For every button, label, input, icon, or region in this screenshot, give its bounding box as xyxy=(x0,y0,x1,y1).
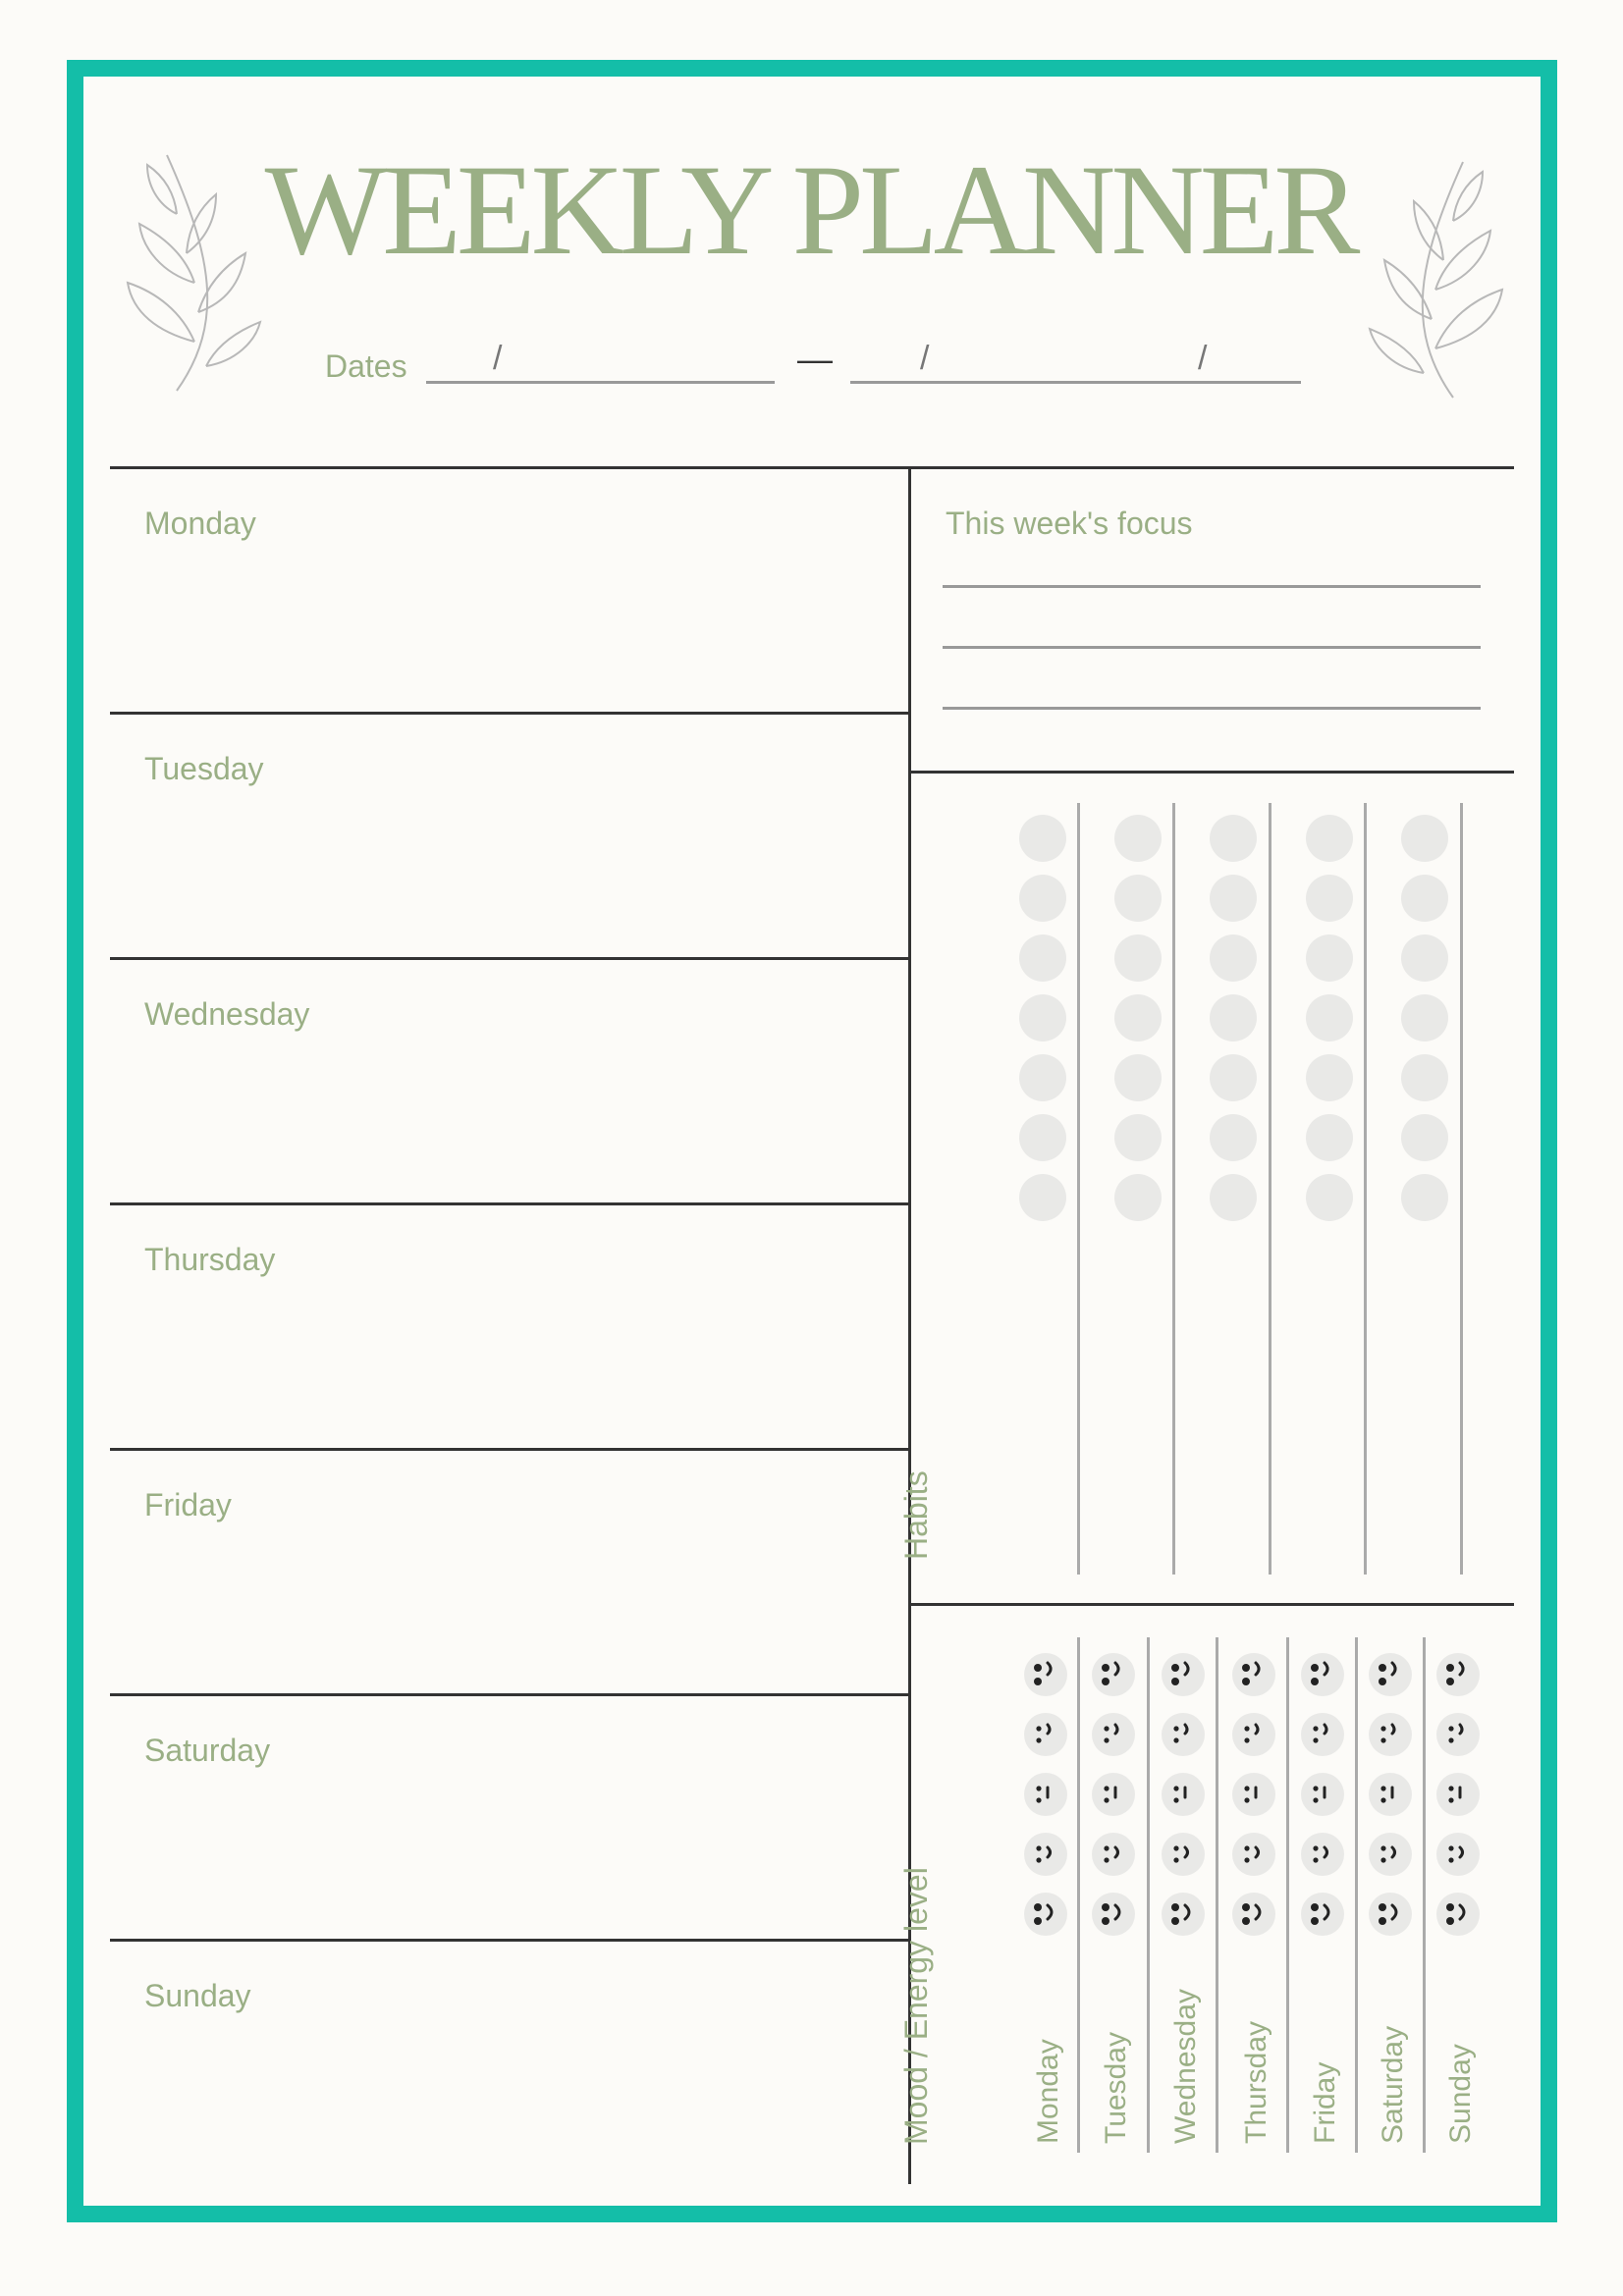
very-sad-face-icon[interactable] xyxy=(1232,1653,1275,1696)
neutral-face-icon[interactable] xyxy=(1436,1773,1480,1816)
focus-line[interactable] xyxy=(943,646,1481,649)
habit-checkbox[interactable] xyxy=(1114,815,1162,862)
mood-column-line xyxy=(1423,1637,1426,2153)
mood-day-label-thursday: Thursday xyxy=(1240,2020,1272,2144)
focus-line[interactable] xyxy=(943,585,1481,588)
mood-column-line xyxy=(1077,1637,1080,2153)
mood-day-label-tuesday: Tuesday xyxy=(1100,2032,1132,2144)
habit-checkbox[interactable] xyxy=(1019,815,1066,862)
grid-top-line xyxy=(110,466,1514,469)
habit-checkbox[interactable] xyxy=(1019,1114,1066,1161)
very-happy-face-icon[interactable] xyxy=(1024,1893,1067,1936)
habit-checkbox[interactable] xyxy=(1114,1114,1162,1161)
mood-day-label-monday: Monday xyxy=(1032,2039,1064,2144)
sad-face-icon[interactable] xyxy=(1162,1713,1205,1756)
habit-checkbox[interactable] xyxy=(1114,934,1162,982)
happy-face-icon[interactable] xyxy=(1436,1833,1480,1876)
habit-checkbox[interactable] xyxy=(1306,1054,1353,1101)
day-label-friday: Friday xyxy=(144,1487,232,1522)
very-happy-face-icon[interactable] xyxy=(1301,1893,1344,1936)
habit-column-line xyxy=(1172,803,1175,1575)
habit-checkbox[interactable] xyxy=(1306,1114,1353,1161)
day-label-monday: Monday xyxy=(144,506,256,541)
habit-checkbox[interactable] xyxy=(1210,1054,1257,1101)
habit-checkbox[interactable] xyxy=(1210,815,1257,862)
happy-face-icon[interactable] xyxy=(1092,1833,1135,1876)
habit-checkbox[interactable] xyxy=(1401,1174,1448,1221)
habit-column-line xyxy=(1077,803,1080,1575)
very-happy-face-icon[interactable] xyxy=(1436,1893,1480,1936)
day-label-thursday: Thursday xyxy=(144,1242,276,1277)
happy-face-icon[interactable] xyxy=(1232,1833,1275,1876)
happy-face-icon[interactable] xyxy=(1369,1833,1412,1876)
mood-day-label-friday: Friday xyxy=(1309,2061,1341,2144)
habit-checkbox[interactable] xyxy=(1306,1174,1353,1221)
sad-face-icon[interactable] xyxy=(1436,1713,1480,1756)
very-sad-face-icon[interactable] xyxy=(1092,1653,1135,1696)
habits-bottom-line xyxy=(908,1603,1514,1606)
date-start-line[interactable] xyxy=(426,381,775,384)
habit-checkbox[interactable] xyxy=(1019,934,1066,982)
habit-checkbox[interactable] xyxy=(1306,815,1353,862)
day-divider xyxy=(110,1448,910,1451)
habit-checkbox[interactable] xyxy=(1019,875,1066,922)
focus-line[interactable] xyxy=(943,707,1481,710)
date-start-slash: / xyxy=(493,340,503,377)
very-happy-face-icon[interactable] xyxy=(1092,1893,1135,1936)
sad-face-icon[interactable] xyxy=(1369,1713,1412,1756)
day-divider xyxy=(110,712,910,715)
habit-checkbox[interactable] xyxy=(1401,994,1448,1041)
very-sad-face-icon[interactable] xyxy=(1369,1653,1412,1696)
mood-column-line xyxy=(1216,1637,1218,2153)
day-divider xyxy=(110,957,910,960)
habit-checkbox[interactable] xyxy=(1210,934,1257,982)
habit-column-line xyxy=(1460,803,1463,1575)
habit-checkbox[interactable] xyxy=(1401,815,1448,862)
day-label-saturday: Saturday xyxy=(144,1733,271,1768)
mood-energy-label: Mood / Energy level xyxy=(898,1867,934,2145)
habit-column-line xyxy=(1269,803,1271,1575)
date-end-line[interactable] xyxy=(850,381,1301,384)
very-sad-face-icon[interactable] xyxy=(1162,1653,1205,1696)
sad-face-icon[interactable] xyxy=(1024,1713,1067,1756)
mood-column-line xyxy=(1147,1637,1150,2153)
very-sad-face-icon[interactable] xyxy=(1024,1653,1067,1696)
very-sad-face-icon[interactable] xyxy=(1436,1653,1480,1696)
habit-checkbox[interactable] xyxy=(1306,994,1353,1041)
date-end-slash-1: / xyxy=(920,340,930,377)
habit-checkbox[interactable] xyxy=(1019,994,1066,1041)
habit-checkbox[interactable] xyxy=(1114,1054,1162,1101)
habit-column-line xyxy=(1364,803,1367,1575)
habit-checkbox[interactable] xyxy=(1210,1114,1257,1161)
focus-bottom-line xyxy=(908,771,1514,774)
happy-face-icon[interactable] xyxy=(1162,1833,1205,1876)
habit-checkbox[interactable] xyxy=(1114,994,1162,1041)
mood-day-label-sunday: Sunday xyxy=(1444,2044,1477,2144)
habit-checkbox[interactable] xyxy=(1306,875,1353,922)
neutral-face-icon[interactable] xyxy=(1092,1773,1135,1816)
mood-column-line xyxy=(1355,1637,1358,2153)
habit-checkbox[interactable] xyxy=(1401,934,1448,982)
habits-label: Habits xyxy=(898,1470,934,1560)
date-end-slash-2: / xyxy=(1198,340,1208,377)
habit-checkbox[interactable] xyxy=(1019,1054,1066,1101)
habit-checkbox[interactable] xyxy=(1401,875,1448,922)
neutral-face-icon[interactable] xyxy=(1024,1773,1067,1816)
day-divider xyxy=(110,1202,910,1205)
mood-column-line xyxy=(1286,1637,1289,2153)
mood-day-label-saturday: Saturday xyxy=(1377,2025,1409,2144)
sad-face-icon[interactable] xyxy=(1232,1713,1275,1756)
mood-day-label-wednesday: Wednesday xyxy=(1169,1989,1202,2144)
very-happy-face-icon[interactable] xyxy=(1369,1893,1412,1936)
habit-checkbox[interactable] xyxy=(1210,875,1257,922)
neutral-face-icon[interactable] xyxy=(1232,1773,1275,1816)
focus-label: This week's focus xyxy=(946,506,1193,541)
very-happy-face-icon[interactable] xyxy=(1162,1893,1205,1936)
neutral-face-icon[interactable] xyxy=(1301,1773,1344,1816)
habit-checkbox[interactable] xyxy=(1114,875,1162,922)
habit-checkbox[interactable] xyxy=(1114,1174,1162,1221)
sad-face-icon[interactable] xyxy=(1092,1713,1135,1756)
happy-face-icon[interactable] xyxy=(1301,1833,1344,1876)
very-sad-face-icon[interactable] xyxy=(1301,1653,1344,1696)
dates-label: Dates xyxy=(325,348,407,384)
day-divider xyxy=(110,1693,910,1696)
habit-checkbox[interactable] xyxy=(1019,1174,1066,1221)
date-dash: — xyxy=(797,339,833,379)
day-label-wednesday: Wednesday xyxy=(144,996,310,1032)
habit-checkbox[interactable] xyxy=(1401,1054,1448,1101)
sad-face-icon[interactable] xyxy=(1301,1713,1344,1756)
day-label-tuesday: Tuesday xyxy=(144,751,264,786)
habit-checkbox[interactable] xyxy=(1210,994,1257,1041)
day-label-sunday: Sunday xyxy=(144,1978,251,2013)
habit-checkbox[interactable] xyxy=(1306,934,1353,982)
neutral-face-icon[interactable] xyxy=(1162,1773,1205,1816)
habit-checkbox[interactable] xyxy=(1401,1114,1448,1161)
day-divider xyxy=(110,1939,910,1942)
habit-checkbox[interactable] xyxy=(1210,1174,1257,1221)
happy-face-icon[interactable] xyxy=(1024,1833,1067,1876)
neutral-face-icon[interactable] xyxy=(1369,1773,1412,1816)
very-happy-face-icon[interactable] xyxy=(1232,1893,1275,1936)
page-title: WEEKLY PLANNER xyxy=(264,137,1356,282)
